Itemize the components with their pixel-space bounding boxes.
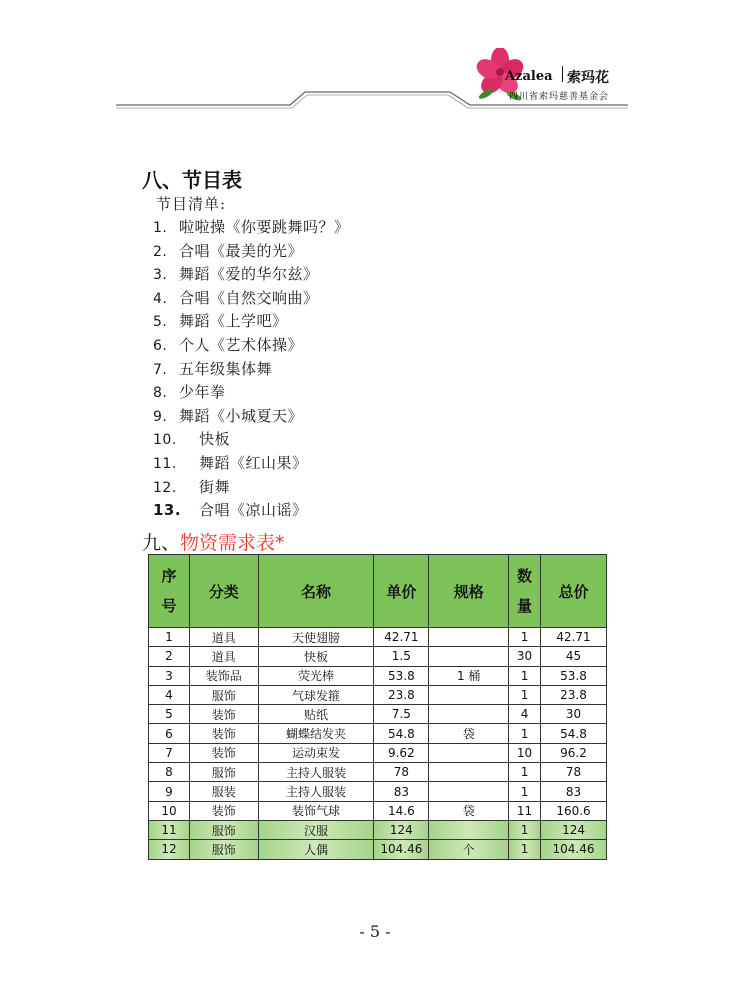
list-item: 10. 快板 (153, 430, 231, 449)
cell-name: 荧光棒 (258, 666, 374, 685)
cell-spec: 袋 (429, 724, 509, 743)
cell-no: 4 (149, 685, 190, 704)
cell-price: 42.71 (374, 628, 429, 647)
cell-name: 主持人服装 (258, 782, 374, 801)
cell-no: 3 (149, 666, 190, 685)
col-header-seq: 序 号 (149, 555, 190, 628)
cell-no: 1 (149, 628, 190, 647)
cell-spec (429, 820, 509, 839)
cell-total: 78 (541, 763, 607, 782)
cell-no: 8 (149, 763, 190, 782)
table-row (149, 820, 607, 839)
cell-total: 53.8 (541, 666, 607, 685)
cell-category: 装饰 (189, 801, 258, 820)
header-rule (0, 0, 750, 120)
section-9-prefix: 九、 (142, 532, 181, 554)
cell-price: 23.8 (374, 685, 429, 704)
cell-qty: 1 (509, 840, 541, 859)
cell-no: 5 (149, 705, 190, 724)
col-header-qty: 数 量 (509, 555, 541, 628)
table-row (149, 647, 607, 666)
cell-qty: 1 (509, 724, 541, 743)
cell-price: 104.46 (374, 840, 429, 859)
list-item: 4. 合唱《自然交响曲》 (153, 288, 319, 307)
cell-category: 服饰 (189, 820, 258, 839)
cell-price: 53.8 (374, 666, 429, 685)
cell-no: 11 (149, 820, 190, 839)
cell-category: 道具 (189, 647, 258, 666)
list-item: 6. 个人《艺术体操》 (153, 335, 304, 354)
list-item: 3. 舞蹈《爱的华尔兹》 (153, 265, 319, 284)
cell-spec (429, 705, 509, 724)
cell-price: 83 (374, 782, 429, 801)
col-header-total: 总价 (541, 555, 607, 628)
cell-qty: 1 (509, 763, 541, 782)
cell-name: 运动束发 (258, 743, 374, 762)
cell-category: 装饰品 (189, 666, 258, 685)
list-item: 2. 合唱《最美的光》 (153, 241, 304, 260)
cell-total: 42.71 (541, 628, 607, 647)
col-header-unit-price: 单价 (374, 555, 429, 628)
cell-qty: 11 (509, 801, 541, 820)
page-number: - 5 - (359, 922, 391, 941)
cell-qty: 10 (509, 743, 541, 762)
cell-name: 蝴蝶结发夹 (258, 724, 374, 743)
cell-category: 服饰 (189, 763, 258, 782)
cell-price: 9.62 (374, 743, 429, 762)
list-item: 9. 舞蹈《小城夏天》 (153, 406, 304, 425)
section-8-title: 八、节目表 (142, 168, 242, 192)
materials-table (148, 554, 607, 860)
logo-subtitle: 四川省索玛慈善基金会 (509, 92, 610, 102)
cell-name: 贴纸 (258, 705, 374, 724)
list-item: 12. 街舞 (153, 477, 231, 496)
cell-name: 汉服 (258, 820, 374, 839)
cell-spec (429, 628, 509, 647)
cell-category: 服装 (189, 782, 258, 801)
cell-total: 23.8 (541, 685, 607, 704)
cell-no: 2 (149, 647, 190, 666)
list-item: 13. 合唱《凉山谣》 (153, 501, 308, 520)
table-header-row (149, 555, 607, 628)
cell-total: 30 (541, 705, 607, 724)
cell-qty: 1 (509, 666, 541, 685)
cell-spec (429, 647, 509, 666)
list-item: 1. 啦啦操《你要跳舞吗？》 (153, 218, 350, 236)
cell-total: 83 (541, 782, 607, 801)
cell-no: 10 (149, 801, 190, 820)
cell-name: 天使翅膀 (258, 628, 374, 647)
table-row (149, 782, 607, 801)
cell-price: 54.8 (374, 724, 429, 743)
cell-name: 人偶 (258, 840, 374, 859)
section-9-title (142, 528, 285, 555)
table-row (149, 763, 607, 782)
cell-price: 14.6 (374, 801, 429, 820)
table-row (149, 743, 607, 762)
table-row (149, 724, 607, 743)
cell-total: 124 (541, 820, 607, 839)
cell-spec (429, 685, 509, 704)
table-row (149, 840, 607, 859)
cell-category: 装饰 (189, 705, 258, 724)
cell-no: 7 (149, 743, 190, 762)
cell-category: 道具 (189, 628, 258, 647)
cell-qty: 1 (509, 628, 541, 647)
cell-name: 快板 (258, 647, 374, 666)
cell-spec: 个 (429, 840, 509, 859)
cell-price: 78 (374, 763, 429, 782)
cell-price: 1.5 (374, 647, 429, 666)
cell-spec (429, 743, 509, 762)
cell-name: 装饰气球 (258, 801, 374, 820)
cell-qty: 4 (509, 705, 541, 724)
list-item: 11. 舞蹈《红山果》 (153, 453, 308, 472)
cell-qty: 1 (509, 685, 541, 704)
program-list-label: 节目清单: (156, 195, 227, 213)
cell-price: 124 (374, 820, 429, 839)
cell-qty: 1 (509, 820, 541, 839)
cell-spec: 袋 (429, 801, 509, 820)
cell-name: 气球发箍 (258, 685, 374, 704)
table-row (149, 801, 607, 820)
table-row (149, 685, 607, 704)
logo-text-en: Azalea (505, 69, 553, 84)
col-header-name: 名称 (258, 555, 374, 628)
list-item: 5. 舞蹈《上学吧》 (153, 312, 288, 331)
table-row (149, 705, 607, 724)
cell-spec: 1 桶 (429, 666, 509, 685)
cell-category: 装饰 (189, 743, 258, 762)
list-item: 7. 五年级集体舞 (153, 359, 273, 378)
cell-no: 9 (149, 782, 190, 801)
list-item: 8. 少年拳 (153, 383, 226, 402)
cell-total: 160.6 (541, 801, 607, 820)
cell-total: 104.46 (541, 840, 607, 859)
cell-price: 7.5 (374, 705, 429, 724)
cell-spec (429, 763, 509, 782)
program-list (153, 216, 350, 523)
cell-qty: 30 (509, 647, 541, 666)
cell-total: 45 (541, 647, 607, 666)
cell-total: 54.8 (541, 724, 607, 743)
cell-total: 96.2 (541, 743, 607, 762)
table-row (149, 666, 607, 685)
cell-no: 6 (149, 724, 190, 743)
cell-category: 服饰 (189, 840, 258, 859)
logo-text-cn: 索玛花 (567, 70, 609, 86)
cell-spec (429, 782, 509, 801)
cell-no: 12 (149, 840, 190, 859)
section-9-heading: 物资需求表* (180, 532, 285, 554)
cell-name: 主持人服装 (258, 763, 374, 782)
cell-qty: 1 (509, 782, 541, 801)
cell-category: 服饰 (189, 685, 258, 704)
col-header-category: 分类 (189, 555, 258, 628)
cell-category: 装饰 (189, 724, 258, 743)
col-header-spec: 规格 (429, 555, 509, 628)
table-row (149, 628, 607, 647)
